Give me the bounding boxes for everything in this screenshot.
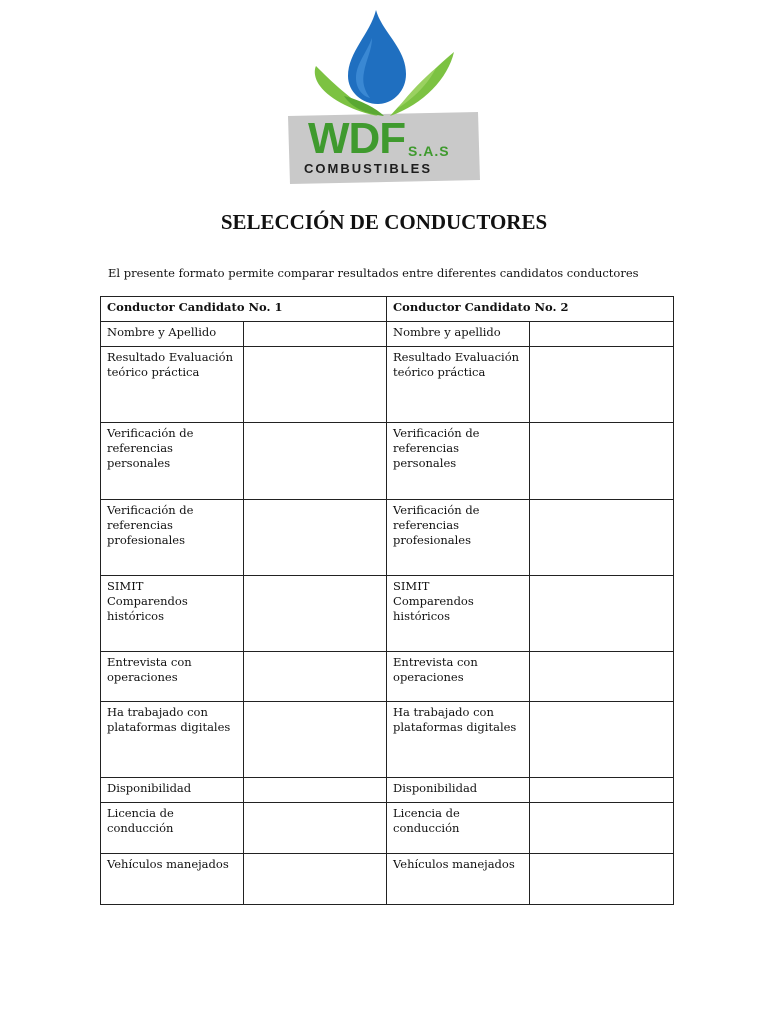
row-label-right: Licencia de conducción <box>387 803 530 854</box>
answer-cell-left[interactable] <box>244 423 387 500</box>
company-logo <box>286 8 482 186</box>
logo-brand: WDF <box>308 114 406 163</box>
row-label-left: Entrevista con operaciones <box>101 652 244 702</box>
logo-drop <box>348 10 406 104</box>
answer-cell-right[interactable] <box>530 322 674 347</box>
answer-cell-left[interactable] <box>244 322 387 347</box>
answer-cell-right[interactable] <box>530 576 674 652</box>
row-label-left: Ha trabajado con plataformas digitales <box>101 702 244 778</box>
row-label-right: SIMIT Comparendos históricos <box>387 576 530 652</box>
answer-cell-left[interactable] <box>244 803 387 854</box>
row-label-right: Entrevista con operaciones <box>387 652 530 702</box>
logo-wordmark <box>286 113 482 185</box>
row-label-right: Nombre y apellido <box>387 322 530 347</box>
answer-cell-right[interactable] <box>530 854 674 905</box>
table-row <box>101 803 674 854</box>
table-row <box>101 778 674 803</box>
row-label-right: Verificación de referencias profesionales <box>387 500 530 576</box>
page-title: SELECCIÓN DE CONDUCTORES <box>220 210 548 234</box>
row-label-left: Resultado Evaluación teórico práctica <box>101 347 244 423</box>
row-label-right: Resultado Evaluación teórico práctica <box>387 347 530 423</box>
table-row <box>101 500 674 576</box>
row-label-left: Nombre y Apellido <box>101 322 244 347</box>
answer-cell-right[interactable] <box>530 652 674 702</box>
row-label-left: SIMIT Comparendos históricos <box>101 576 244 652</box>
logo-suffix: S.A.S <box>408 143 450 159</box>
table-row <box>101 702 674 778</box>
row-label-right: Ha trabajado con plataformas digitales <box>387 702 530 778</box>
row-label-right: Vehículos manejados <box>387 854 530 905</box>
header-candidate-1: Conductor Candidato No. 1 <box>101 297 387 322</box>
row-label-right: Verificación de referencias personales <box>387 423 530 500</box>
table-row <box>101 423 674 500</box>
answer-cell-left[interactable] <box>244 702 387 778</box>
row-label-left: Disponibilidad <box>101 778 244 803</box>
answer-cell-left[interactable] <box>244 854 387 905</box>
row-label-left: Licencia de conducción <box>101 803 244 854</box>
answer-cell-left[interactable] <box>244 652 387 702</box>
table-row <box>101 576 674 652</box>
answer-cell-left[interactable] <box>244 500 387 576</box>
answer-cell-right[interactable] <box>530 423 674 500</box>
logo-subtitle: COMBUSTIBLES <box>304 161 432 176</box>
table-row <box>101 854 674 905</box>
answer-cell-left[interactable] <box>244 576 387 652</box>
answer-cell-right[interactable] <box>530 500 674 576</box>
table-row <box>101 652 674 702</box>
answer-cell-right[interactable] <box>530 702 674 778</box>
table-row <box>101 322 674 347</box>
comparison-table <box>100 296 674 905</box>
intro-text: El presente formato permite comparar resultados entre diferentes candidatos conductores <box>108 266 639 280</box>
answer-cell-right[interactable] <box>530 347 674 423</box>
answer-cell-right[interactable] <box>530 803 674 854</box>
row-label-left: Vehículos manejados <box>101 854 244 905</box>
answer-cell-left[interactable] <box>244 778 387 803</box>
table-row <box>101 347 674 423</box>
header-candidate-2: Conductor Candidato No. 2 <box>387 297 674 322</box>
answer-cell-left[interactable] <box>244 347 387 423</box>
row-label-left: Verificación de referencias profesionales <box>101 500 244 576</box>
answer-cell-right[interactable] <box>530 778 674 803</box>
row-label-left: Verificación de referencias personales <box>101 423 244 500</box>
row-label-right: Disponibilidad <box>387 778 530 803</box>
table-header-row <box>101 297 674 322</box>
